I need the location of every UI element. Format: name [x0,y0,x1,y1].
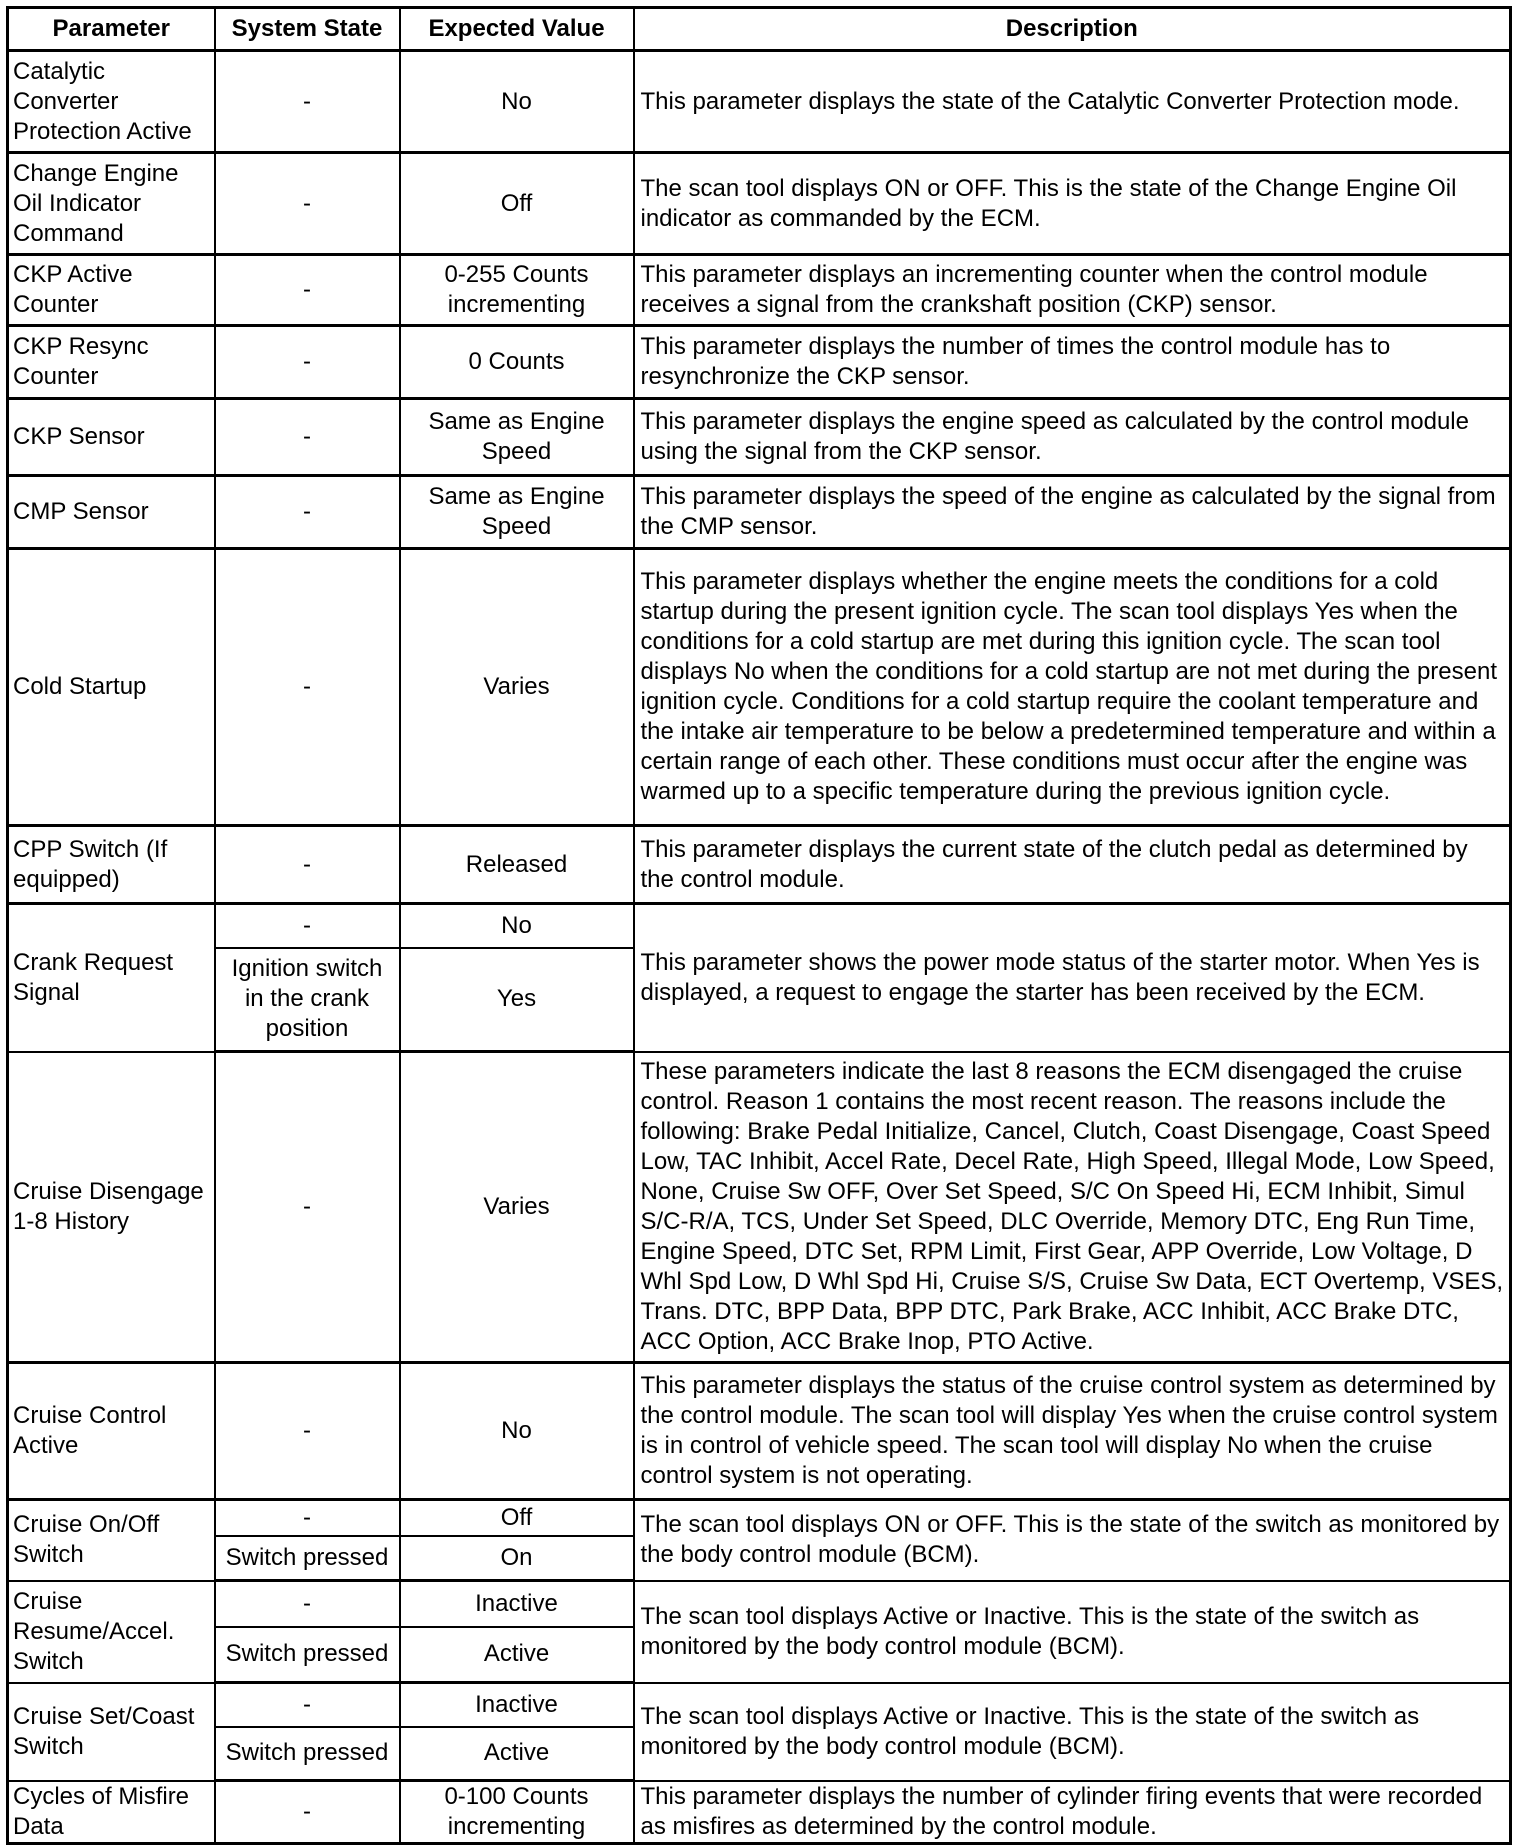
table-row [8,255,1511,326]
system-state: - [215,904,400,948]
parameter-name: Cruise On/Off Switch [8,1500,215,1581]
table-row [8,1500,1511,1536]
description: These parameters indicate the last 8 reasons the ECM disengaged the cruise control. Reason 1 contains the most recent reason. The reasons include the following: Brake Pedal Initialize, Cancel, Clutch, Coast Disengage, Coast Speed Low, TAC Inhibit, Accel Rate, Decel Rate, High Speed, Illegal Mode, Low Speed, None, Cruise Sw OFF, Over Set Speed, S/C On Speed Hi, ECM Inhibit, Simul S/C-R/A, TCS, Under Set Speed, DLC Override, Memory DTC, Eng Run Time, Engine Speed, DTC Set, RPM Limit, First Gear, APP Override, Low Voltage, D Whl Spd Low, D Whl Spd Hi, Cruise S/S, Cruise Sw Data, ECT Overtemp, VSES, Trans. DTC, BPP Data, BPP DTC, Park Brake, ACC Inhibit, ACC Brake DTC, ACC Option, ACC Brake Inop, PTO Active. [634,1052,1511,1363]
table-body [8,51,1511,1844]
system-state: - [215,476,400,549]
expected-value: Active [400,1627,634,1683]
expected-value: No [400,51,634,153]
table-row [8,1052,1511,1363]
description: This parameter displays an incrementing counter when the control module receives a signal from the crankshaft position (CKP) sensor. [634,255,1511,326]
parameter-name: CKP Sensor [8,399,215,476]
description: The scan tool displays Active or Inactive. This is the state of the switch as monitored by the body control module (BCM). [634,1683,1511,1781]
table-row [8,1581,1511,1627]
table-row [8,904,1511,948]
expected-value: Varies [400,549,634,826]
parameter-name: Cold Startup [8,549,215,826]
description: This parameter displays the number of cylinder firing events that were recorded as misfires as determined by the control module. [634,1781,1511,1844]
expected-value: No [400,1363,634,1500]
parameter-name: Catalytic Converter Protection Active [8,51,215,153]
table-row [8,153,1511,255]
parameter-name: CKP Resync Counter [8,326,215,399]
description: The scan tool displays ON or OFF. This is the state of the Change Engine Oil indicator as commanded by the ECM. [634,153,1511,255]
system-state: - [215,1581,400,1627]
system-state: - [215,1052,400,1363]
table-row [8,1363,1511,1500]
header-description: Description [634,8,1511,51]
expected-value: Off [400,1500,634,1536]
parameter-name: Cruise Disengage 1-8 History [8,1052,215,1363]
description: This parameter displays the number of times the control module has to resynchronize the CKP sensor. [634,326,1511,399]
parameter-name: CMP Sensor [8,476,215,549]
system-state: - [215,1363,400,1500]
parameter-name: CPP Switch (If equipped) [8,826,215,904]
table-row [8,549,1511,826]
expected-value: No [400,904,634,948]
parameter-name: Cycles of Misfire Data [8,1781,215,1844]
parameter-name: CKP Active Counter [8,255,215,326]
table-row [8,51,1511,153]
system-state: - [215,399,400,476]
table-row [8,1781,1511,1844]
expected-value: Active [400,1727,634,1781]
system-state: - [215,326,400,399]
system-state: - [215,549,400,826]
expected-value: Inactive [400,1683,634,1727]
expected-value: On [400,1536,634,1581]
table-row [8,476,1511,549]
system-state: - [215,51,400,153]
expected-value: 0-100 Counts incrementing [400,1781,634,1844]
system-state: - [215,153,400,255]
header-row [8,8,1511,51]
expected-value: 0-255 Counts incrementing [400,255,634,326]
description: This parameter displays the engine speed as calculated by the control module using the signal from the CKP sensor. [634,399,1511,476]
system-state: Switch pressed [215,1536,400,1581]
parameter-name: Change Engine Oil Indicator Command [8,153,215,255]
description: This parameter displays the speed of the engine as calculated by the signal from the CMP sensor. [634,476,1511,549]
system-state: - [215,1683,400,1727]
system-state: Ignition switch in the crank position [215,948,400,1052]
expected-value: Off [400,153,634,255]
system-state: Switch pressed [215,1727,400,1781]
description: The scan tool displays ON or OFF. This is the state of the switch as monitored by the body control module (BCM). [634,1500,1511,1581]
description: This parameter shows the power mode status of the starter motor. When Yes is displayed, a request to engage the starter has been received by the ECM. [634,904,1511,1052]
header-system-state: System State [215,8,400,51]
expected-value: Same as Engine Speed [400,399,634,476]
expected-value: Varies [400,1052,634,1363]
table-row [8,826,1511,904]
parameter-name: Cruise Set/Coast Switch [8,1683,215,1781]
expected-value: 0 Counts [400,326,634,399]
parameter-name: Cruise Resume/Accel. Switch [8,1581,215,1683]
system-state: Switch pressed [215,1627,400,1683]
description: This parameter displays the status of the cruise control system as determined by the control module. The scan tool will display Yes when the cruise control system is in control of vehicle speed. The scan tool will display No when the cruise control system is not operating. [634,1363,1511,1500]
description: This parameter displays the state of the Catalytic Converter Protection mode. [634,51,1511,153]
parameter-name: Crank Request Signal [8,904,215,1052]
expected-value: Inactive [400,1581,634,1627]
parameter-table [6,6,1512,1845]
system-state: - [215,1500,400,1536]
expected-value: Same as Engine Speed [400,476,634,549]
expected-value: Released [400,826,634,904]
system-state: - [215,1781,400,1844]
parameter-name: Cruise Control Active [8,1363,215,1500]
table-row [8,399,1511,476]
expected-value: Yes [400,948,634,1052]
table-row [8,326,1511,399]
table-row [8,1683,1511,1727]
system-state: - [215,826,400,904]
description: This parameter displays the current state of the clutch pedal as determined by the control module. [634,826,1511,904]
description: The scan tool displays Active or Inactive. This is the state of the switch as monitored by the body control module (BCM). [634,1581,1511,1683]
header-parameter: Parameter [8,8,215,51]
header-expected-value: Expected Value [400,8,634,51]
description: This parameter displays whether the engine meets the conditions for a cold startup during the present ignition cycle. The scan tool displays Yes when the conditions for a cold startup are met during this ignition cycle. The scan tool displays No when the conditions for a cold startup are not met during the present ignition cycle. Conditions for a cold startup require the coolant temperature and the intake air temperature to be below a predetermined temperature and within a certain range of each other. These conditions must occur after the engine was warmed up to a specific temperature during the previous ignition cycle. [634,549,1511,826]
system-state: - [215,255,400,326]
